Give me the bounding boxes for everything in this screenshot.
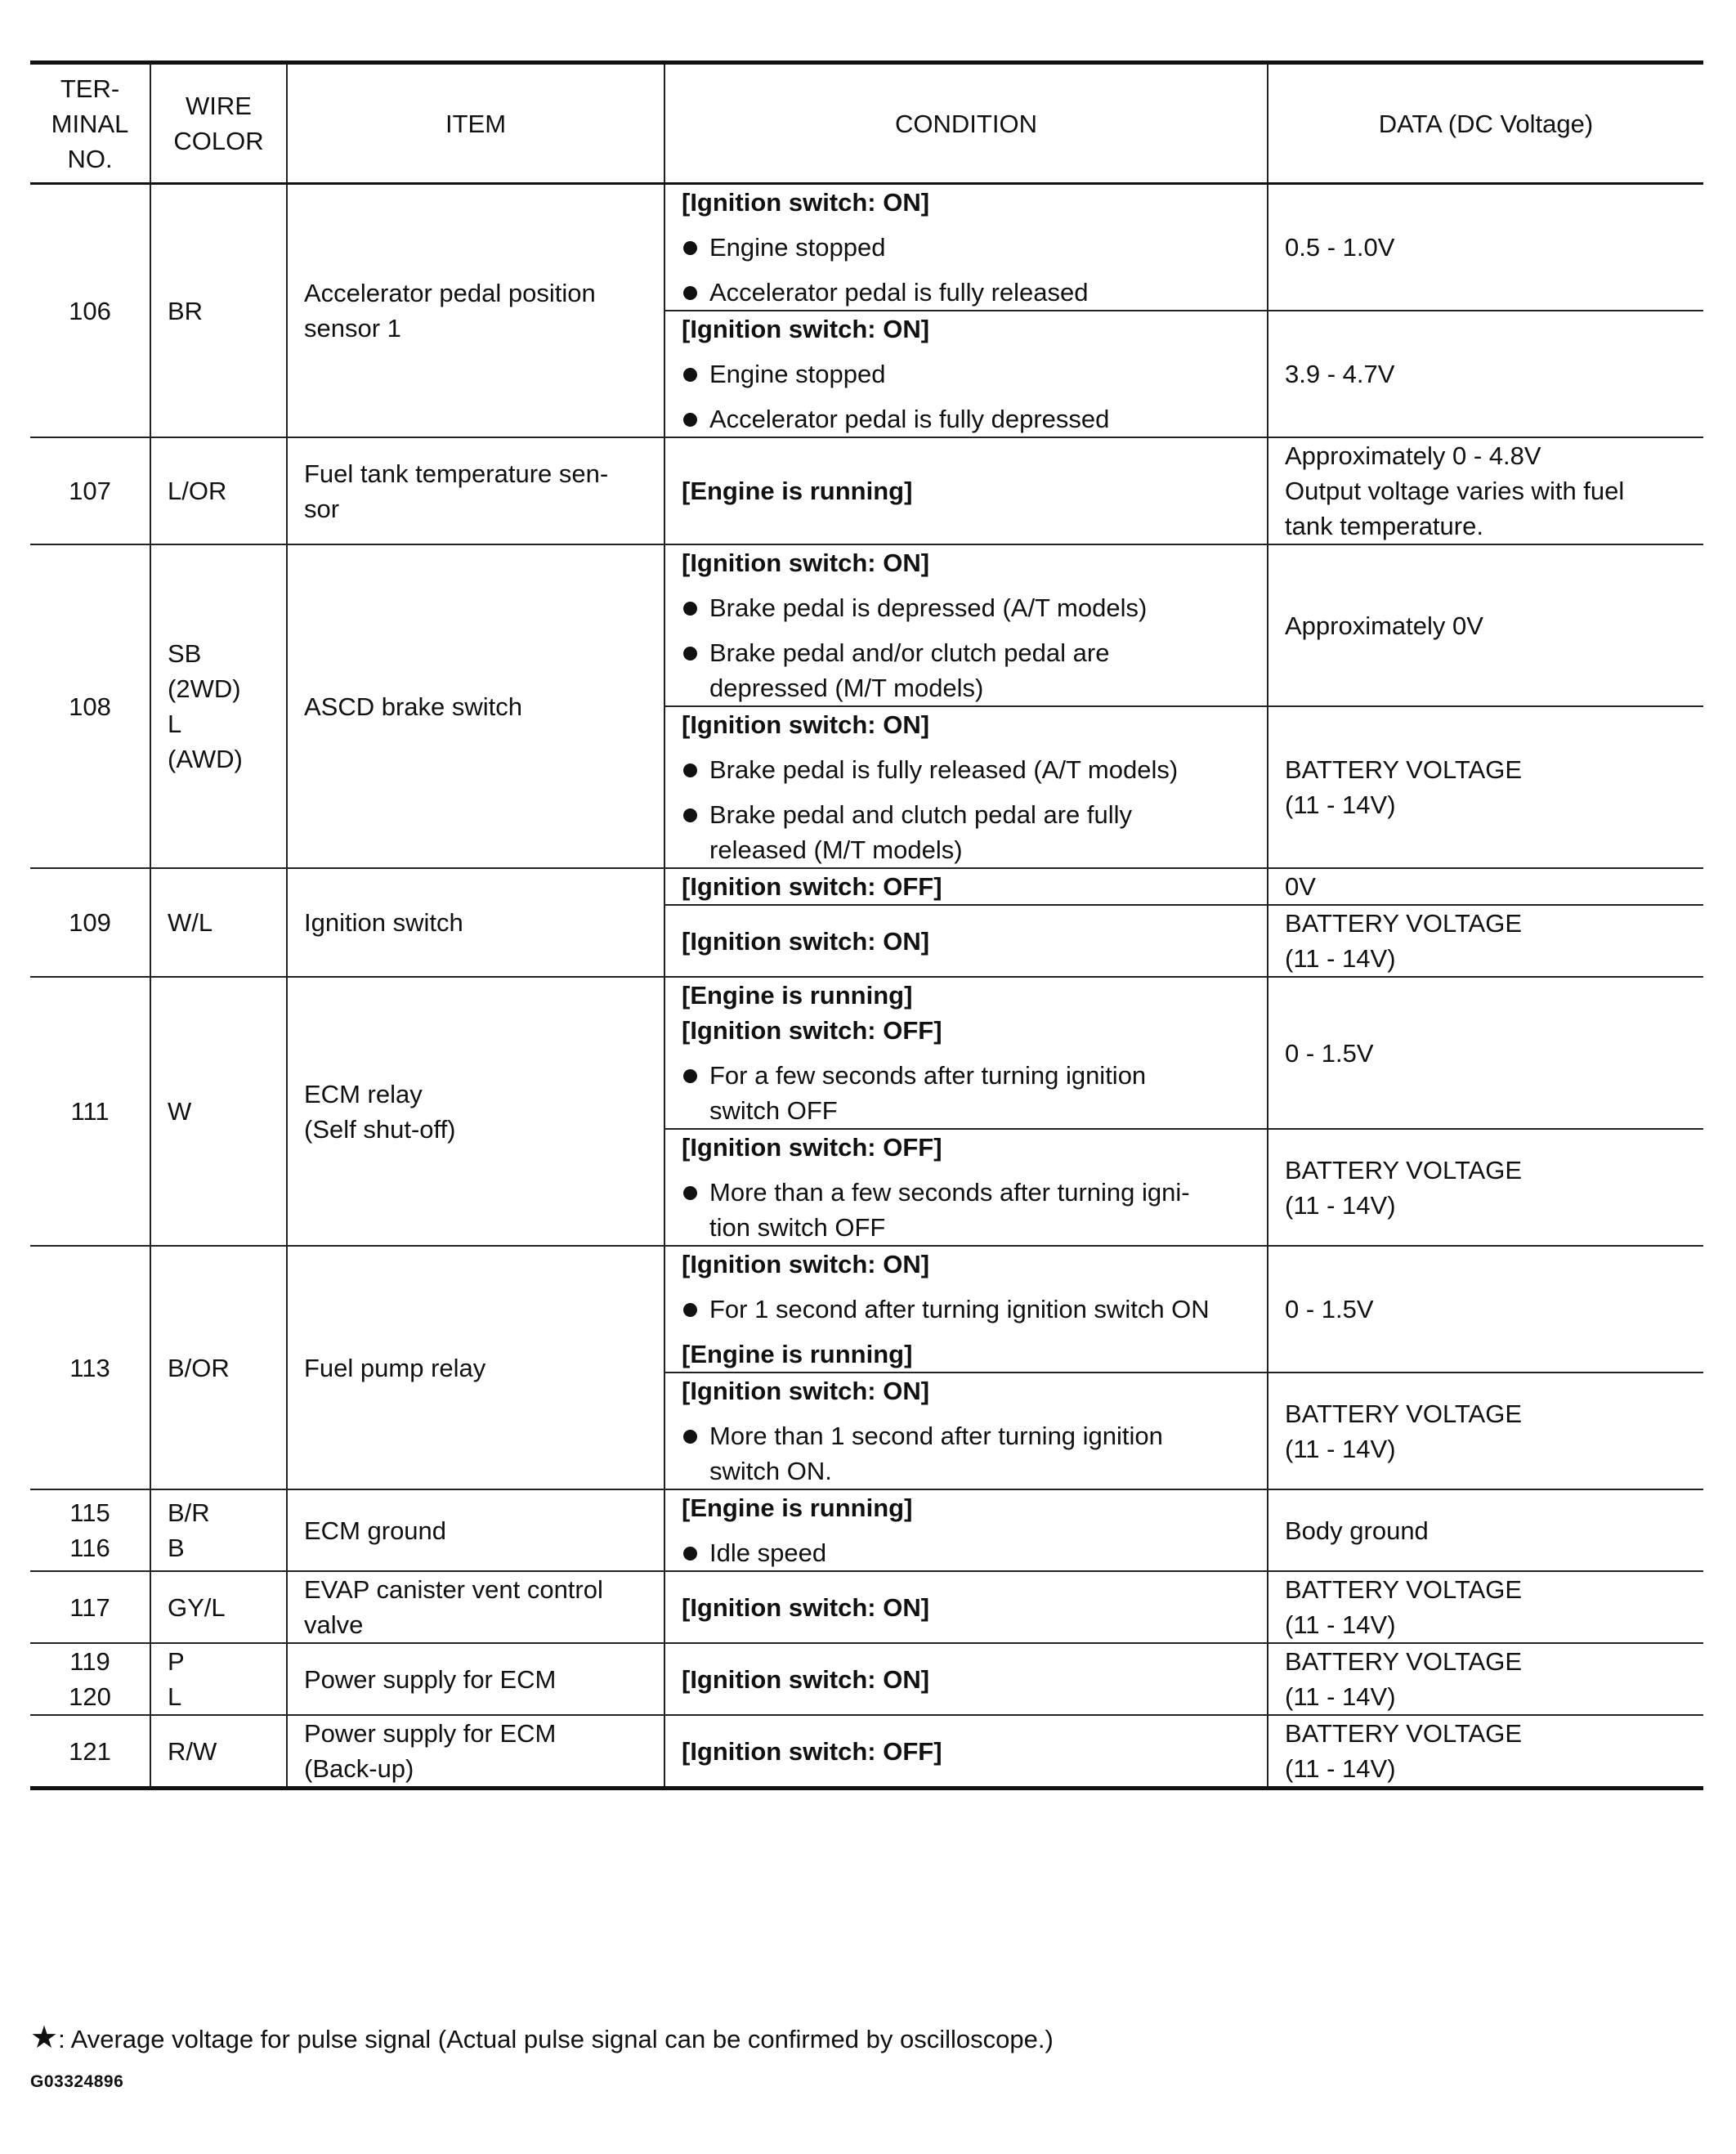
terminal-no-cell: 115 116 — [30, 1489, 150, 1571]
condition-cell — [664, 1246, 1268, 1373]
data-value-cell: BATTERY VOLTAGE (11 - 14V) — [1268, 1571, 1703, 1643]
item-cell: ASCD brake switch — [287, 544, 664, 868]
condition-heading: [Ignition switch: ON] — [682, 315, 930, 343]
wire-color-cell: P L — [150, 1643, 287, 1715]
condition-bullet: For a few seconds after turning ignition switch OFF — [682, 1058, 1251, 1128]
table-body — [30, 184, 1703, 1789]
data-value-cell: BATTERY VOLTAGE (11 - 14V) — [1268, 706, 1703, 868]
terminal-no-cell: 108 — [30, 544, 150, 868]
data-value-cell: Body ground — [1268, 1489, 1703, 1571]
item-cell: Power supply for ECM (Back-up) — [287, 1715, 664, 1789]
item-cell: Fuel tank temperature sen- sor — [287, 437, 664, 544]
condition-cell — [664, 1715, 1268, 1789]
terminal-no-cell: 113 — [30, 1246, 150, 1489]
terminal-no-cell: 107 — [30, 437, 150, 544]
header-condition: CONDITION — [664, 63, 1268, 184]
condition-heading: [Engine is running] — [682, 477, 913, 505]
table-row — [30, 544, 1703, 706]
table-header-row — [30, 63, 1703, 184]
terminal-no-cell: 117 — [30, 1571, 150, 1643]
terminal-no-cell: 111 — [30, 977, 150, 1246]
condition-bullet: More than a few seconds after turning igni- tion switch OFF — [682, 1175, 1251, 1245]
item-cell: Power supply for ECM — [287, 1643, 664, 1715]
condition-heading: [Ignition switch: ON] — [682, 549, 930, 577]
condition-heading: [Ignition switch: ON] — [682, 710, 930, 739]
condition-heading: [Ignition switch: ON] — [682, 1664, 930, 1694]
data-value-cell: Approximately 0V — [1268, 544, 1703, 706]
data-value-cell: Approximately 0 - 4.8V Output voltage varies with fuel tank temperature. — [1268, 437, 1703, 544]
wire-color-cell: SB (2WD) L (AWD) — [150, 544, 287, 868]
condition-cell — [664, 905, 1268, 977]
condition-bullet: Engine stopped — [682, 356, 1251, 392]
condition-heading: [Ignition switch: OFF] — [682, 1133, 942, 1162]
header-terminal-no: TER- MINAL NO. — [30, 63, 150, 184]
condition-bullet: Brake pedal is fully released (A/T models) — [682, 752, 1251, 787]
table-row — [30, 1571, 1703, 1643]
terminal-data-table — [30, 60, 1703, 1790]
wire-color-cell: BR — [150, 184, 287, 438]
item-cell: ECM relay (Self shut-off) — [287, 977, 664, 1246]
condition-cell — [664, 437, 1268, 544]
wire-color-cell: R/W — [150, 1715, 287, 1789]
terminal-no-cell: 109 — [30, 868, 150, 977]
condition-bullet: Idle speed — [682, 1535, 1251, 1570]
condition-bullet: Engine stopped — [682, 230, 1251, 265]
condition-heading: [Ignition switch: OFF] — [682, 1736, 942, 1766]
condition-cell — [664, 1373, 1268, 1489]
condition-bullet: Brake pedal and clutch pedal are fully released (M/T models) — [682, 797, 1251, 867]
condition-heading: [Engine is running] — [682, 1340, 913, 1368]
condition-heading: [Ignition switch: ON] — [682, 1592, 930, 1622]
footnote — [30, 2019, 1054, 2056]
figure-code: G03324896 — [30, 2072, 124, 2091]
table-row — [30, 1246, 1703, 1373]
item-cell: EVAP canister vent control valve — [287, 1571, 664, 1643]
condition-cell — [664, 977, 1268, 1129]
condition-cell — [664, 311, 1268, 437]
item-cell: Ignition switch — [287, 868, 664, 977]
item-cell: ECM ground — [287, 1489, 664, 1571]
wire-color-cell: W/L — [150, 868, 287, 977]
condition-cell — [664, 1571, 1268, 1643]
data-value-cell: BATTERY VOLTAGE (11 - 14V) — [1268, 1715, 1703, 1789]
terminal-no-cell: 121 — [30, 1715, 150, 1789]
condition-heading: [Ignition switch: ON] — [682, 1377, 930, 1405]
condition-heading: [Ignition switch: ON] — [682, 1250, 930, 1279]
wire-color-cell: GY/L — [150, 1571, 287, 1643]
star-icon: ★ — [30, 2021, 59, 2055]
table-row — [30, 437, 1703, 544]
header-data: DATA (DC Voltage) — [1268, 63, 1703, 184]
item-cell: Accelerator pedal position sensor 1 — [287, 184, 664, 438]
condition-heading: [Ignition switch: ON] — [682, 926, 930, 956]
header-wire-color: WIRE COLOR — [150, 63, 287, 184]
data-value-cell: 0 - 1.5V — [1268, 1246, 1703, 1373]
condition-cell — [664, 184, 1268, 311]
condition-cell — [664, 1129, 1268, 1246]
condition-bullet: Brake pedal is depressed (A/T models) — [682, 590, 1251, 625]
condition-bullet: More than 1 second after turning ignition switch ON. — [682, 1418, 1251, 1489]
condition-bullet: Accelerator pedal is fully depressed — [682, 401, 1251, 437]
item-cell: Fuel pump relay — [287, 1246, 664, 1489]
condition-heading: [Ignition switch: OFF] — [682, 872, 942, 901]
condition-heading: [Ignition switch: ON] — [682, 188, 930, 217]
table-row — [30, 1643, 1703, 1715]
condition-heading: [Engine is running] — [682, 981, 913, 1010]
table-row — [30, 977, 1703, 1129]
condition-cell — [664, 706, 1268, 868]
condition-cell — [664, 544, 1268, 706]
condition-heading: [Engine is running] — [682, 1493, 913, 1522]
table-row — [30, 1715, 1703, 1789]
data-value-cell: 0 - 1.5V — [1268, 977, 1703, 1129]
data-value-cell: 0V — [1268, 868, 1703, 905]
data-value-cell: BATTERY VOLTAGE (11 - 14V) — [1268, 1643, 1703, 1715]
table-row — [30, 1489, 1703, 1571]
wire-color-cell: B/R B — [150, 1489, 287, 1571]
wire-color-cell: L/OR — [150, 437, 287, 544]
condition-cell — [664, 868, 1268, 905]
data-value-cell: 3.9 - 4.7V — [1268, 311, 1703, 437]
header-item: ITEM — [287, 63, 664, 184]
footnote-text: : Average voltage for pulse signal (Actual pulse signal can be confirmed by oscilloscope.) — [58, 2025, 1054, 2053]
table-row — [30, 184, 1703, 311]
wire-color-cell: B/OR — [150, 1246, 287, 1489]
condition-bullet: Brake pedal and/or clutch pedal are depressed (M/T models) — [682, 635, 1251, 705]
condition-bullet: Accelerator pedal is fully released — [682, 275, 1251, 310]
condition-bullet: For 1 second after turning ignition switch ON — [682, 1292, 1251, 1327]
data-value-cell: BATTERY VOLTAGE (11 - 14V) — [1268, 1373, 1703, 1489]
wire-color-cell: W — [150, 977, 287, 1246]
condition-cell — [664, 1489, 1268, 1571]
data-value-cell: BATTERY VOLTAGE (11 - 14V) — [1268, 905, 1703, 977]
terminal-no-cell: 119 120 — [30, 1643, 150, 1715]
table-row — [30, 868, 1703, 905]
condition-cell — [664, 1643, 1268, 1715]
data-value-cell: 0.5 - 1.0V — [1268, 184, 1703, 311]
terminal-no-cell: 106 — [30, 184, 150, 438]
condition-heading: [Ignition switch: OFF] — [682, 1016, 942, 1045]
data-value-cell: BATTERY VOLTAGE (11 - 14V) — [1268, 1129, 1703, 1246]
